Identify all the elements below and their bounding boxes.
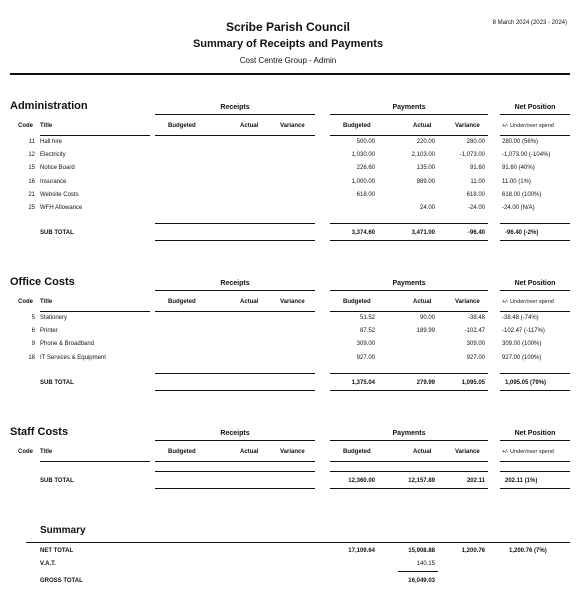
summary-heading: Summary [40,525,86,536]
vat-value: 140.15 [416,561,435,567]
payments-group-label: Payments [392,280,426,287]
row-net: 927.00 (100%) [502,354,542,361]
row-title: Stationery [40,315,68,321]
subtotal-top-rule [330,223,488,224]
column-header-rule [40,311,150,312]
subtotal-top-rule [330,373,488,374]
row-p-variance: -1,073.00 [459,152,485,159]
subtotal-label: SUB TOTAL [40,478,74,484]
payments-group-label: Payments [392,430,426,437]
row-p-actual: 24.00 [419,205,435,211]
receipts-group-label: Receipts [220,104,250,111]
subtotal-bottom-rule [330,390,488,391]
row-code: 18 [28,354,35,361]
row-code: 15 [28,165,35,172]
report-subtitle: Cost Centre Group - Admin [239,56,337,65]
net-group-rule [500,290,570,291]
net-total-net: 1,200.76 (7%) [509,548,547,554]
section-title: Staff Costs [10,426,69,438]
row-p-variance: 11.00 [470,178,485,185]
row-p-budgeted: 1,000.00 [351,178,375,185]
subtotal-top-rule [500,471,570,472]
row-net: -38.48 (-74%) [502,315,539,321]
row-p-budgeted: 226.60 [356,165,375,172]
header-rule [10,73,570,75]
column-header-rule [155,461,315,462]
subtotal-p-budgeted: 1,375.04 [351,380,375,386]
row-code: 21 [28,191,35,198]
row-title: Phone & Broadband [40,341,95,348]
col-p-actual: Actual [413,123,432,129]
column-header-rule [500,311,570,312]
row-net: -102.47 (-117%) [502,328,545,335]
column-header-rule [40,135,150,136]
col-code: Code [18,299,33,305]
subtotal-p-actual: 279.99 [416,380,435,386]
row-net: 309.00 (100%) [502,341,542,348]
col-p-actual: Actual [413,299,432,305]
subtotal-net: 202.11 (1%) [505,478,538,484]
col-under-over: +/- Under/over spend [502,123,554,129]
col-title: Title [40,123,53,129]
row-p-variance: -102.47 [464,328,485,335]
col-under-over: +/- Under/over spend [502,449,554,455]
col-r-budgeted: Budgeted [168,449,196,455]
column-header-rule [500,461,570,462]
row-p-variance: -38.48 [467,315,485,321]
row-p-budgeted: 1,030.00 [351,152,375,159]
row-p-budgeted: 51.52 [359,315,375,321]
column-header-rule [40,461,150,462]
subtotal-p-actual: 12,157.89 [408,478,435,484]
col-p-variance: Variance [455,449,480,455]
row-net: -24.00 (N/A) [502,205,535,211]
receipts-group-rule [155,440,315,441]
subtotal-bottom-rule [500,390,570,391]
col-r-actual: Actual [240,123,259,129]
column-header-rule [330,461,488,462]
row-net: 280.00 (56%) [502,139,539,145]
net-total-actual: 15,908.88 [408,548,435,554]
column-header-rule [500,135,570,136]
net-group-rule [500,114,570,115]
report-title: Summary of Receipts and Payments [192,38,384,50]
subtotal-bottom-rule [330,488,488,489]
row-net: -1,073.00 (-104%) [502,152,551,159]
col-r-actual: Actual [240,449,259,455]
row-title: Website Costs [40,191,79,198]
net-position-group-label: Net Position [514,104,556,111]
row-title: WFH Allowance [40,205,83,211]
net-total-budgeted: 17,109.64 [348,548,375,554]
col-p-variance: Variance [455,299,480,305]
receipts-group-rule [155,290,315,291]
row-code: 25 [28,205,35,211]
col-p-budgeted: Budgeted [343,299,371,305]
receipts-group-label: Receipts [220,430,250,437]
row-code: 12 [28,152,35,159]
summary-rule [26,542,570,543]
col-code: Code [18,449,33,455]
net-total-label: NET TOTAL [40,548,74,554]
net-position-group-label: Net Position [514,430,556,437]
subtotal-top-rule [500,373,570,374]
report-date: 8 March 2024 (2023 - 2024) [492,20,567,26]
row-code: 6 [31,328,35,335]
column-header-rule [155,135,315,136]
gross-total-label: GROSS TOTAL [40,578,83,584]
row-p-budgeted: 309.00 [356,341,375,348]
subtotal-p-budgeted: 12,360.00 [348,478,375,484]
subtotal-p-variance: -96.40 [467,230,485,236]
org-name: Scribe Parish Council [225,20,351,34]
subtotal-bottom-rule [500,240,570,241]
row-p-budgeted: 927.00 [356,354,375,361]
subtotal-bottom-rule [330,240,488,241]
net-position-group-label: Net Position [514,280,556,287]
subtotal-top-rule [155,373,315,374]
column-header-rule [155,311,315,312]
row-p-actual: 135.00 [416,165,435,172]
row-p-actual: 189.99 [416,328,435,335]
subtotal-label: SUB TOTAL [40,380,74,386]
vat-label: V.A.T. [40,561,56,567]
row-code: 5 [31,315,35,321]
subtotal-p-variance: 1,095.05 [461,380,485,386]
subtotal-top-rule [155,223,315,224]
subtotal-label: SUB TOTAL [40,230,74,236]
subtotal-p-variance: 202.11 [466,478,485,484]
row-code: 9 [31,341,35,348]
row-net: 618.00 (100%) [502,191,542,198]
col-p-budgeted: Budgeted [343,123,371,129]
row-title: Insurance [40,178,67,185]
col-r-variance: Variance [280,299,305,305]
row-p-actual: 2,103.00 [411,152,435,159]
payments-group-rule [330,290,488,291]
row-title: Hall hire [40,139,63,145]
receipts-group-rule [155,114,315,115]
subtotal-top-rule [500,223,570,224]
row-p-variance: 309.00 [466,341,485,348]
subtotal-bottom-rule [155,240,315,241]
col-code: Code [18,123,33,129]
row-p-variance: 91.60 [469,165,485,172]
row-p-budgeted: 500.00 [356,139,375,145]
receipts-group-label: Receipts [220,280,250,287]
col-r-variance: Variance [280,449,305,455]
col-r-budgeted: Budgeted [168,123,196,129]
subtotal-p-budgeted: 3,374.60 [351,230,375,236]
row-title: IT Services & Equipment [40,354,106,361]
row-net: 91.60 (40%) [502,165,535,172]
col-under-over: +/- Under/over spend [502,299,554,305]
subtotal-top-rule [155,471,315,472]
subtotal-p-actual: 3,471.00 [411,230,435,236]
col-p-budgeted: Budgeted [343,449,371,455]
row-net: 11.00 (1%) [502,178,531,185]
col-r-budgeted: Budgeted [168,299,196,305]
row-p-actual: 989.00 [416,178,435,185]
row-title: Electricity [40,152,66,159]
column-header-rule [330,311,488,312]
payments-group-rule [330,114,488,115]
row-p-budgeted: 87.52 [359,328,375,335]
col-title: Title [40,449,53,455]
col-r-actual: Actual [240,299,259,305]
gross-total-value: 16,049.03 [408,578,435,584]
payments-group-rule [330,440,488,441]
subtotal-bottom-rule [155,390,315,391]
section-title: Administration [10,100,88,112]
net-group-rule [500,440,570,441]
subtotal-net: -96.40 (-2%) [505,230,539,236]
column-header-rule [330,135,488,136]
row-title: Printer [40,328,58,335]
row-p-variance: -24.00 [467,205,485,211]
col-p-actual: Actual [413,449,432,455]
vat-rule [398,571,438,572]
col-r-variance: Variance [280,123,305,129]
row-p-actual: 90.00 [419,315,435,321]
col-title: Title [40,299,53,305]
row-p-variance: 280.00 [466,139,485,145]
col-p-variance: Variance [455,123,480,129]
section-title: Office Costs [10,276,75,288]
subtotal-bottom-rule [155,488,315,489]
row-code: 16 [28,178,35,185]
row-p-variance: 618.00 [466,191,485,198]
row-p-actual: 220.00 [416,139,435,145]
row-code: 11 [28,139,35,145]
subtotal-top-rule [330,471,488,472]
row-p-variance: 927.00 [466,354,485,361]
subtotal-bottom-rule [500,488,570,489]
row-title: Notice Board [40,165,75,172]
net-total-variance: 1,200.76 [461,548,485,554]
row-p-budgeted: 618.00 [356,191,375,198]
payments-group-label: Payments [392,104,426,111]
subtotal-net: 1,095.05 (79%) [505,380,547,386]
